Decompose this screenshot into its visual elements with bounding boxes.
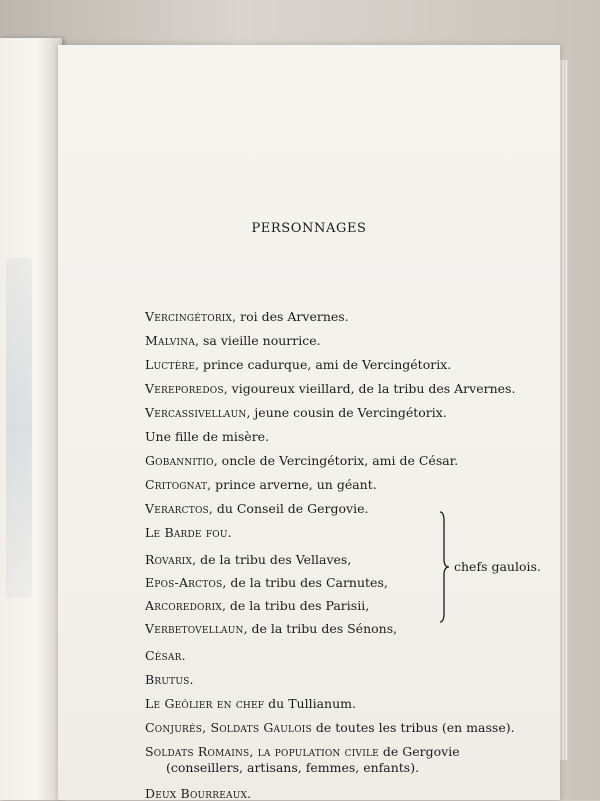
character-name: Soldats Romains, la population civile bbox=[145, 744, 379, 759]
character-name: Vercassivellaun bbox=[145, 405, 247, 420]
book-page bbox=[58, 45, 560, 800]
chief-entry bbox=[145, 598, 369, 613]
cast-entry bbox=[145, 333, 321, 348]
character-name: Malvina bbox=[145, 333, 196, 348]
character-desc: , prince arverne, un géant. bbox=[207, 477, 377, 492]
character-name: Luctère bbox=[145, 357, 196, 372]
character-name: Gobannitio bbox=[145, 453, 214, 468]
character-name: Brutus. bbox=[145, 672, 194, 687]
cast-entry bbox=[145, 648, 186, 663]
brace-icon bbox=[437, 511, 451, 623]
chief-entry bbox=[145, 575, 388, 590]
cast-entry bbox=[145, 405, 447, 420]
character-name: Deux Bourreaux. bbox=[145, 786, 252, 801]
character-name: Epos-Arctos bbox=[145, 575, 223, 590]
chiefs-label: chefs gaulois. bbox=[454, 559, 541, 574]
cast-entry bbox=[145, 453, 458, 468]
character-name: Verarctos bbox=[145, 501, 209, 516]
cast-entry bbox=[145, 381, 515, 396]
left-page bbox=[0, 38, 62, 800]
character-desc: Une fille de misère. bbox=[145, 429, 270, 444]
cast-entry bbox=[145, 672, 194, 687]
character-desc: du Tullianum. bbox=[264, 696, 356, 711]
chief-entry bbox=[145, 552, 351, 567]
cast-entry bbox=[145, 477, 377, 492]
character-desc: (conseillers, artisans, femmes, enfants). bbox=[166, 760, 420, 775]
character-name: Vereporedos bbox=[145, 381, 224, 396]
character-desc: , vigoureux vieillard, de la tribu des Arvernes. bbox=[223, 381, 516, 396]
cast-entry bbox=[145, 696, 356, 711]
bleed-through-print bbox=[6, 258, 32, 598]
cast-entry bbox=[145, 357, 451, 372]
character-desc: , sa vieille nourrice. bbox=[195, 333, 321, 348]
character-desc: , roi des Arvernes. bbox=[232, 309, 349, 324]
cast-entry-continuation bbox=[166, 760, 419, 775]
cast-entry bbox=[145, 429, 269, 444]
character-name: César. bbox=[145, 648, 186, 663]
cast-entry bbox=[145, 786, 251, 801]
character-desc: , de la tribu des Vellaves, bbox=[192, 552, 352, 567]
character-desc: , de la tribu des Carnutes, bbox=[222, 575, 388, 590]
character-name: Rovarix bbox=[145, 552, 193, 567]
character-name: Arcoredorix bbox=[145, 598, 222, 613]
character-name: Le Geôlier en chef bbox=[145, 696, 265, 711]
character-name: Verbetovellaun bbox=[145, 621, 244, 636]
character-desc: , du Conseil de Gergovie. bbox=[208, 501, 369, 516]
chief-entry bbox=[145, 621, 397, 636]
cast-entry bbox=[145, 525, 232, 540]
page-title: PERSONNAGES bbox=[251, 221, 367, 236]
cast-entry bbox=[145, 309, 349, 324]
character-desc: , prince cadurque, ami de Vercingétorix. bbox=[195, 357, 452, 372]
character-desc: de toutes les tribus (en masse). bbox=[311, 720, 515, 735]
character-name: Critognat bbox=[145, 477, 208, 492]
character-name: Conjurés, Soldats Gaulois bbox=[145, 720, 312, 735]
cast-entry bbox=[145, 501, 368, 516]
character-name: Le Barde fou. bbox=[145, 525, 232, 540]
character-desc: , de la tribu des Sénons, bbox=[243, 621, 398, 636]
character-desc: , oncle de Vercingétorix, ami de César. bbox=[213, 453, 459, 468]
character-desc: de Gergovie bbox=[378, 744, 460, 759]
cast-entry bbox=[145, 744, 460, 759]
character-desc: , de la tribu des Parisii, bbox=[221, 598, 370, 613]
character-name: Vercingétorix bbox=[145, 309, 233, 324]
cast-entry bbox=[145, 720, 515, 735]
character-desc: , jeune cousin de Vercingétorix. bbox=[246, 405, 447, 420]
